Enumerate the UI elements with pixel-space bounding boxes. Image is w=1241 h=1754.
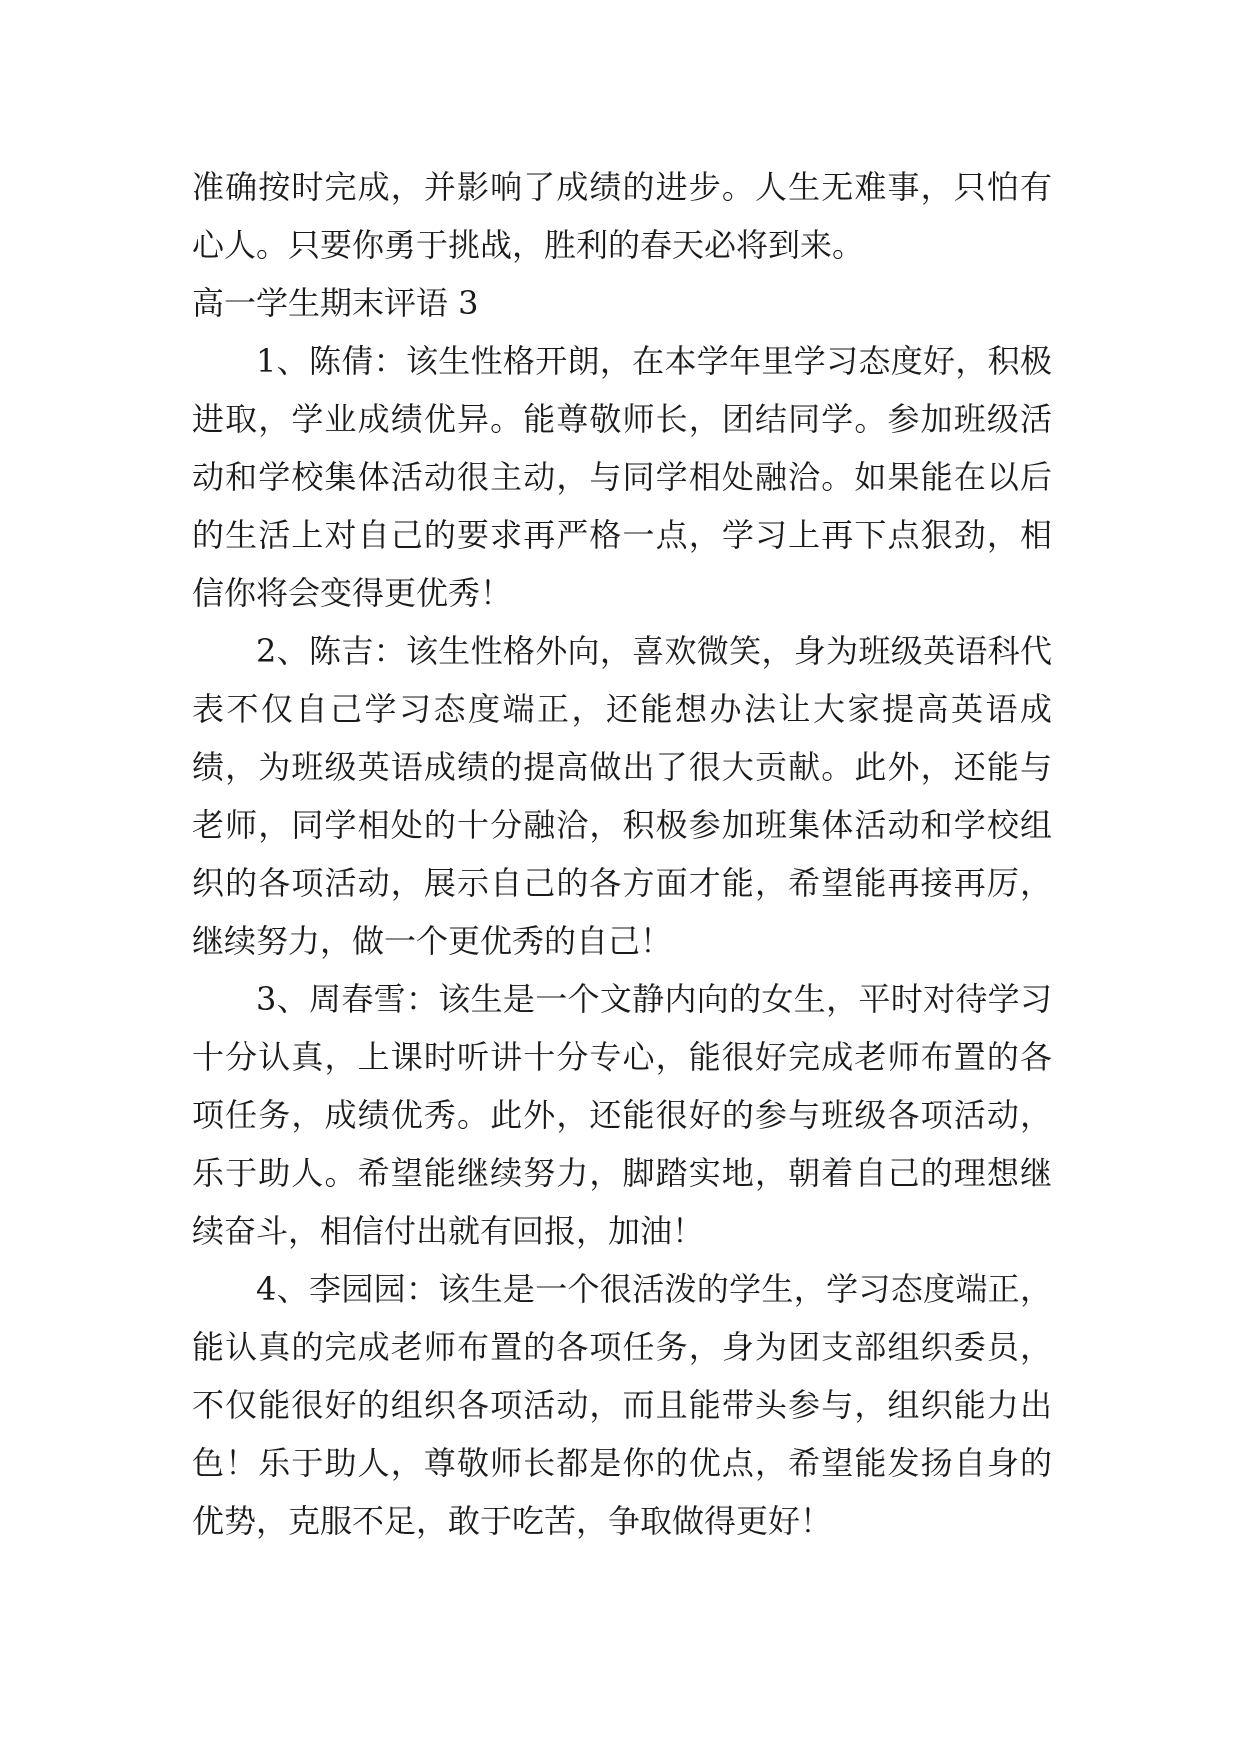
- continuation-paragraph: 准确按时完成，并影响了成绩的进步。人生无难事，只怕有心人。只要你勇于挑战，胜利的春天必将到来。: [192, 168, 1052, 264]
- section-title: 高一学生期末评语 3: [192, 284, 479, 322]
- comment-paragraph-4: 4、李园园：该生是一个很活泼的学生，学习态度端正，能认真的完成老师布置的各项任务，身为团支部组织委员，不仅能很好的组织各项活动，而且能带头参与，组织能力出色！乐于助人，尊敬师长都是你的优点，希望能发扬自身的优势，克服不足，敢于吃苦，争取做得更好！: [192, 1270, 1052, 1540]
- comment-paragraph-2: 2、陈吉：该生性格外向，喜欢微笑，身为班级英语科代表不仅自己学习态度端正，还能想办法让大家提高英语成绩，为班级英语成绩的提高做出了很大贡献。此外，还能与老师，同学相处的十分融洽，积极参加班集体活动和学校组织的各项活动，展示自己的各方面才能，希望能再接再厉，继续努力，做一个更优秀的自己！: [192, 632, 1052, 960]
- comment-paragraph-3: 3、周春雪：该生是一个文静内向的女生，平时对待学习十分认真，上课时听讲十分专心，能很好完成老师布置的各项任务，成绩优秀。此外，还能很好的参与班级各项活动，乐于助人。希望能继续努力，脚踏实地，朝着自己的理想继续奋斗，相信付出就有回报，加油！: [192, 980, 1052, 1250]
- document-body: [192, 158, 1052, 1550]
- comment-paragraph-1: 1、陈倩：该生性格开朗，在本学年里学习态度好，积极进取，学业成绩优异。能尊敬师长，团结同学。参加班级活动和学校集体活动很主动，与同学相处融洽。如果能在以后的生活上对自己的要求再严格一点，学习上再下点狠劲，相信你将会变得更优秀！: [192, 342, 1052, 612]
